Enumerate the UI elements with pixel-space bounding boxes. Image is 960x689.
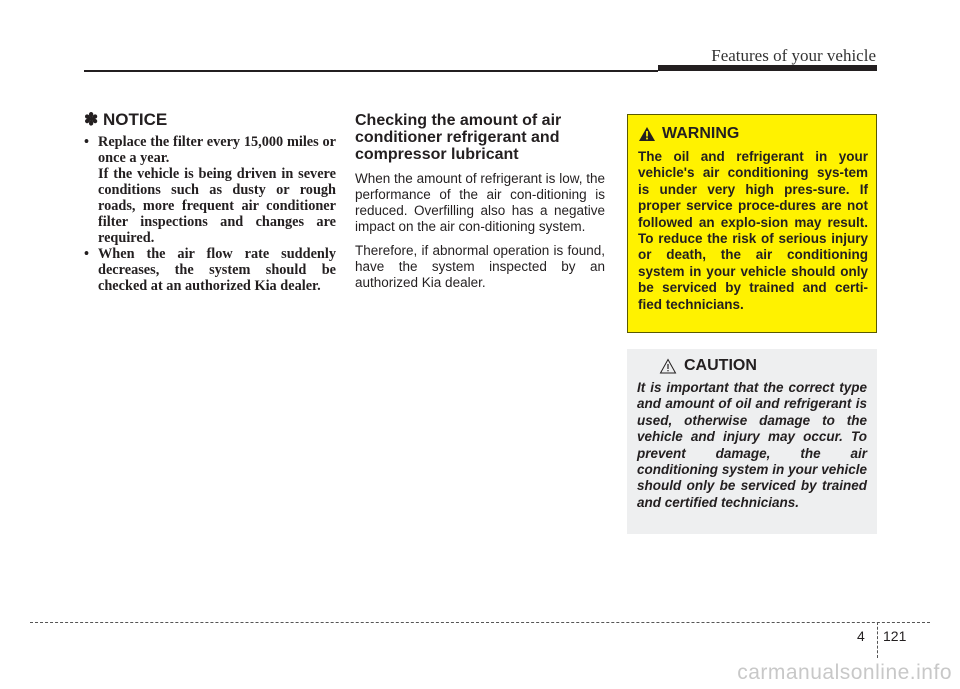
notice-item-line: • When the air flow rate suddenly decreases, the system should be checked at an authorized Kia dealer. [98, 246, 336, 294]
header-title: Features of your vehicle [711, 46, 876, 65]
notice-item-line: If the vehicle is being driven in severe conditions such as dusty or rough roads, more frequent air conditioner filter inspections and changes are required. [98, 166, 336, 246]
notice-heading [84, 110, 336, 130]
notice-list [84, 134, 336, 294]
caution-heading [659, 357, 757, 375]
page-chapter: 4 [857, 628, 865, 644]
refrigerant-section [355, 112, 605, 299]
caution-text: It is important that the correct type and amount of oil and refrigerant is used, otherwise damage to the vehicle and injury may occur. To prevent damage, the air conditioning system in your vehicle should only be serviced by trained and certified technicians. [637, 380, 867, 510]
footer-rule [30, 622, 930, 623]
notice-item-line: • Replace the filter every 15,000 miles or once a year. [98, 134, 336, 166]
header-rule-thick [658, 65, 877, 71]
section-title: Checking the amount of air conditioner refrigerant and compressor lubricant [355, 112, 562, 163]
header-rule [84, 70, 658, 72]
caution-title: CAUTION [684, 357, 757, 374]
warning-box [627, 114, 877, 333]
notice-title: NOTICE [102, 110, 168, 129]
page-divider [877, 622, 878, 658]
caution-triangle-icon [659, 358, 677, 374]
warning-text: The oil and refrigerant in your vehicle's air conditioning sys-tem is under very high pres-sure. If proper service proce-dures are not followed an explo-sion may result. To reduce the risk of serious injury or death, the air conditioning system in your vehicle should only be serviced by trained and certi-fied technicians. [638, 149, 868, 312]
notice-column [84, 110, 336, 294]
notice-item [84, 246, 336, 294]
caution-box [627, 349, 877, 534]
warning-heading [638, 125, 739, 143]
section-paragraph: When the amount of refrigerant is low, the performance of the air con-ditioning is reduced. Overfilling also has a negative impact on the air con-ditioning system. [355, 171, 605, 234]
warning-title: WARNING [662, 125, 740, 142]
section-paragraph: Therefore, if abnormal operation is found, have the system inspected by an authorized Kia dealer. [355, 243, 605, 290]
watermark: carmanualsonline.info [737, 661, 952, 684]
page-number: 121 [883, 628, 907, 644]
notice-item [84, 134, 336, 246]
warning-triangle-icon [638, 126, 656, 142]
notice-star-icon: ✽ [84, 110, 103, 129]
